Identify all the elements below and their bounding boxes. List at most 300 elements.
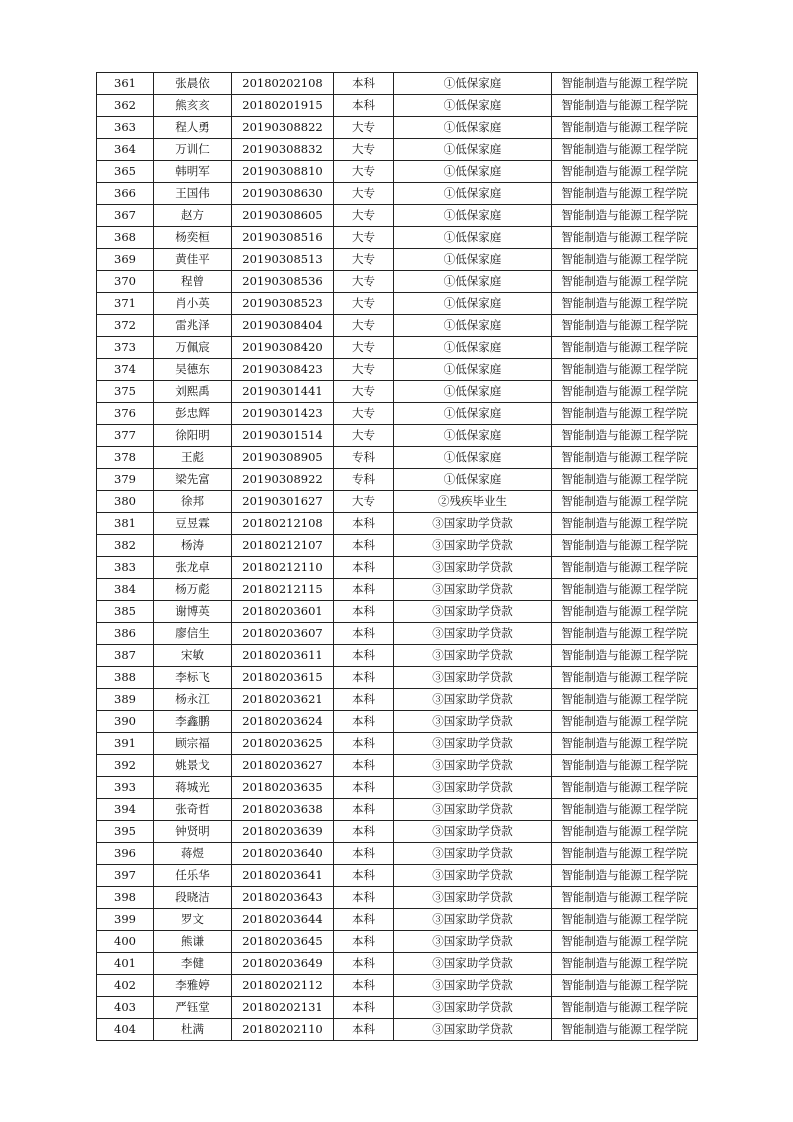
table-row (97, 755, 698, 777)
student-roster-table (96, 72, 698, 1041)
aid-category-cell: ③国家助学贷款 (394, 535, 552, 557)
aid-category-cell: ①低保家庭 (394, 359, 552, 381)
table-row (97, 711, 698, 733)
student-id-cell: 20180202108 (232, 73, 334, 95)
student-id-cell: 20180203635 (232, 777, 334, 799)
row-number-cell: 399 (97, 909, 154, 931)
row-number-cell: 394 (97, 799, 154, 821)
education-level-cell: 本科 (334, 513, 394, 535)
college-name-cell: 智能制造与能源工程学院 (552, 491, 698, 513)
college-name-cell: 智能制造与能源工程学院 (552, 821, 698, 843)
student-name-cell: 杨永江 (154, 689, 232, 711)
education-level-cell: 大专 (334, 403, 394, 425)
college-name-cell: 智能制造与能源工程学院 (552, 799, 698, 821)
student-name-cell: 王国伟 (154, 183, 232, 205)
student-id-cell: 20180212108 (232, 513, 334, 535)
row-number-cell: 404 (97, 1019, 154, 1041)
student-id-cell: 20190308832 (232, 139, 334, 161)
table-row (97, 425, 698, 447)
aid-category-cell: ①低保家庭 (394, 381, 552, 403)
aid-category-cell: ③国家助学贷款 (394, 601, 552, 623)
row-number-cell: 402 (97, 975, 154, 997)
education-level-cell: 大专 (334, 139, 394, 161)
row-number-cell: 373 (97, 337, 154, 359)
college-name-cell: 智能制造与能源工程学院 (552, 887, 698, 909)
college-name-cell: 智能制造与能源工程学院 (552, 865, 698, 887)
aid-category-cell: ③国家助学贷款 (394, 755, 552, 777)
college-name-cell: 智能制造与能源工程学院 (552, 513, 698, 535)
student-name-cell: 李雅婷 (154, 975, 232, 997)
row-number-cell: 375 (97, 381, 154, 403)
student-id-cell: 20180203607 (232, 623, 334, 645)
college-name-cell: 智能制造与能源工程学院 (552, 183, 698, 205)
row-number-cell: 397 (97, 865, 154, 887)
table-row (97, 623, 698, 645)
student-id-cell: 20180203621 (232, 689, 334, 711)
student-name-cell: 赵方 (154, 205, 232, 227)
row-number-cell: 378 (97, 447, 154, 469)
table-row (97, 403, 698, 425)
table-row (97, 359, 698, 381)
education-level-cell: 大专 (334, 183, 394, 205)
education-level-cell: 本科 (334, 777, 394, 799)
education-level-cell: 大专 (334, 249, 394, 271)
student-name-cell: 雷兆泽 (154, 315, 232, 337)
table-row (97, 733, 698, 755)
aid-category-cell: ①低保家庭 (394, 315, 552, 337)
education-level-cell: 本科 (334, 733, 394, 755)
college-name-cell: 智能制造与能源工程学院 (552, 117, 698, 139)
aid-category-cell: ①低保家庭 (394, 183, 552, 205)
college-name-cell: 智能制造与能源工程学院 (552, 161, 698, 183)
aid-category-cell: ③国家助学贷款 (394, 887, 552, 909)
row-number-cell: 376 (97, 403, 154, 425)
table-row (97, 161, 698, 183)
student-id-cell: 20190308513 (232, 249, 334, 271)
aid-category-cell: ③国家助学贷款 (394, 579, 552, 601)
table-row (97, 557, 698, 579)
table-row (97, 271, 698, 293)
student-id-cell: 20190308404 (232, 315, 334, 337)
student-name-cell: 徐阳明 (154, 425, 232, 447)
aid-category-cell: ①低保家庭 (394, 95, 552, 117)
education-level-cell: 本科 (334, 821, 394, 843)
education-level-cell: 本科 (334, 887, 394, 909)
student-name-cell: 李标飞 (154, 667, 232, 689)
aid-category-cell: ③国家助学贷款 (394, 557, 552, 579)
aid-category-cell: ①低保家庭 (394, 447, 552, 469)
education-level-cell: 本科 (334, 1019, 394, 1041)
student-id-cell: 20190308630 (232, 183, 334, 205)
table-row (97, 381, 698, 403)
row-number-cell: 366 (97, 183, 154, 205)
student-id-cell: 20180203645 (232, 931, 334, 953)
student-name-cell: 韩明军 (154, 161, 232, 183)
student-name-cell: 熊谦 (154, 931, 232, 953)
row-number-cell: 367 (97, 205, 154, 227)
table-row (97, 183, 698, 205)
table-row (97, 227, 698, 249)
row-number-cell: 377 (97, 425, 154, 447)
student-name-cell: 李健 (154, 953, 232, 975)
student-id-cell: 20180203640 (232, 843, 334, 865)
table-row (97, 73, 698, 95)
college-name-cell: 智能制造与能源工程学院 (552, 623, 698, 645)
education-level-cell: 大专 (334, 117, 394, 139)
student-name-cell: 姚景戈 (154, 755, 232, 777)
aid-category-cell: ②残疾毕业生 (394, 491, 552, 513)
college-name-cell: 智能制造与能源工程学院 (552, 931, 698, 953)
college-name-cell: 智能制造与能源工程学院 (552, 469, 698, 491)
student-id-cell: 20180212115 (232, 579, 334, 601)
table-row (97, 117, 698, 139)
student-name-cell: 杨万彪 (154, 579, 232, 601)
table-row (97, 535, 698, 557)
college-name-cell: 智能制造与能源工程学院 (552, 73, 698, 95)
student-id-cell: 20180202131 (232, 997, 334, 1019)
row-number-cell: 368 (97, 227, 154, 249)
student-name-cell: 梁先富 (154, 469, 232, 491)
aid-category-cell: ③国家助学贷款 (394, 711, 552, 733)
student-id-cell: 20180203615 (232, 667, 334, 689)
education-level-cell: 本科 (334, 755, 394, 777)
college-name-cell: 智能制造与能源工程学院 (552, 909, 698, 931)
table-row (97, 777, 698, 799)
table-row (97, 579, 698, 601)
table-row (97, 975, 698, 997)
student-name-cell: 蒋城光 (154, 777, 232, 799)
student-name-cell: 杨奕桓 (154, 227, 232, 249)
aid-category-cell: ③国家助学贷款 (394, 733, 552, 755)
aid-category-cell: ①低保家庭 (394, 337, 552, 359)
aid-category-cell: ①低保家庭 (394, 161, 552, 183)
row-number-cell: 369 (97, 249, 154, 271)
student-name-cell: 王彪 (154, 447, 232, 469)
row-number-cell: 372 (97, 315, 154, 337)
education-level-cell: 本科 (334, 997, 394, 1019)
row-number-cell: 363 (97, 117, 154, 139)
aid-category-cell: ③国家助学贷款 (394, 975, 552, 997)
row-number-cell: 391 (97, 733, 154, 755)
education-level-cell: 本科 (334, 601, 394, 623)
row-number-cell: 380 (97, 491, 154, 513)
college-name-cell: 智能制造与能源工程学院 (552, 425, 698, 447)
student-id-cell: 20180202112 (232, 975, 334, 997)
education-level-cell: 大专 (334, 315, 394, 337)
student-id-cell: 20190308423 (232, 359, 334, 381)
college-name-cell: 智能制造与能源工程学院 (552, 447, 698, 469)
student-name-cell: 万训仁 (154, 139, 232, 161)
table-row (97, 469, 698, 491)
aid-category-cell: ①低保家庭 (394, 73, 552, 95)
row-number-cell: 393 (97, 777, 154, 799)
aid-category-cell: ③国家助学贷款 (394, 623, 552, 645)
student-name-cell: 杨涛 (154, 535, 232, 557)
aid-category-cell: ③国家助学贷款 (394, 777, 552, 799)
college-name-cell: 智能制造与能源工程学院 (552, 645, 698, 667)
aid-category-cell: ①低保家庭 (394, 469, 552, 491)
education-level-cell: 本科 (334, 645, 394, 667)
education-level-cell: 本科 (334, 909, 394, 931)
college-name-cell: 智能制造与能源工程学院 (552, 601, 698, 623)
student-id-cell: 20180203649 (232, 953, 334, 975)
student-id-cell: 20180201915 (232, 95, 334, 117)
row-number-cell: 386 (97, 623, 154, 645)
college-name-cell: 智能制造与能源工程学院 (552, 711, 698, 733)
row-number-cell: 371 (97, 293, 154, 315)
education-level-cell: 大专 (334, 271, 394, 293)
row-number-cell: 392 (97, 755, 154, 777)
row-number-cell: 370 (97, 271, 154, 293)
aid-category-cell: ③国家助学贷款 (394, 821, 552, 843)
student-name-cell: 肖小英 (154, 293, 232, 315)
college-name-cell: 智能制造与能源工程学院 (552, 381, 698, 403)
table-row (97, 337, 698, 359)
table-row (97, 447, 698, 469)
aid-category-cell: ③国家助学贷款 (394, 1019, 552, 1041)
student-id-cell: 20190308523 (232, 293, 334, 315)
college-name-cell: 智能制造与能源工程学院 (552, 293, 698, 315)
college-name-cell: 智能制造与能源工程学院 (552, 337, 698, 359)
college-name-cell: 智能制造与能源工程学院 (552, 1019, 698, 1041)
table-row (97, 821, 698, 843)
aid-category-cell: ③国家助学贷款 (394, 513, 552, 535)
college-name-cell: 智能制造与能源工程学院 (552, 139, 698, 161)
student-id-cell: 20180203611 (232, 645, 334, 667)
student-name-cell: 吴德东 (154, 359, 232, 381)
aid-category-cell: ①低保家庭 (394, 271, 552, 293)
aid-category-cell: ③国家助学贷款 (394, 645, 552, 667)
table-row (97, 1019, 698, 1041)
table-row (97, 293, 698, 315)
student-name-cell: 张晨依 (154, 73, 232, 95)
table-row (97, 95, 698, 117)
row-number-cell: 381 (97, 513, 154, 535)
college-name-cell: 智能制造与能源工程学院 (552, 975, 698, 997)
row-number-cell: 390 (97, 711, 154, 733)
roster-body (97, 73, 698, 1041)
student-id-cell: 20190308905 (232, 447, 334, 469)
student-id-cell: 20180203644 (232, 909, 334, 931)
student-name-cell: 张奇哲 (154, 799, 232, 821)
college-name-cell: 智能制造与能源工程学院 (552, 205, 698, 227)
table-row (97, 931, 698, 953)
row-number-cell: 383 (97, 557, 154, 579)
education-level-cell: 专科 (334, 447, 394, 469)
row-number-cell: 400 (97, 931, 154, 953)
aid-category-cell: ③国家助学贷款 (394, 997, 552, 1019)
education-level-cell: 本科 (334, 865, 394, 887)
education-level-cell: 本科 (334, 557, 394, 579)
aid-category-cell: ①低保家庭 (394, 139, 552, 161)
student-id-cell: 20190308822 (232, 117, 334, 139)
table-row (97, 491, 698, 513)
student-id-cell: 20190308922 (232, 469, 334, 491)
student-name-cell: 顾宗福 (154, 733, 232, 755)
education-level-cell: 本科 (334, 579, 394, 601)
row-number-cell: 385 (97, 601, 154, 623)
aid-category-cell: ①低保家庭 (394, 425, 552, 447)
student-name-cell: 彭忠辉 (154, 403, 232, 425)
aid-category-cell: ①低保家庭 (394, 293, 552, 315)
college-name-cell: 智能制造与能源工程学院 (552, 535, 698, 557)
student-id-cell: 20180203643 (232, 887, 334, 909)
aid-category-cell: ③国家助学贷款 (394, 865, 552, 887)
education-level-cell: 本科 (334, 711, 394, 733)
row-number-cell: 387 (97, 645, 154, 667)
student-id-cell: 20190308810 (232, 161, 334, 183)
row-number-cell: 384 (97, 579, 154, 601)
college-name-cell: 智能制造与能源工程学院 (552, 997, 698, 1019)
college-name-cell: 智能制造与能源工程学院 (552, 777, 698, 799)
education-level-cell: 本科 (334, 975, 394, 997)
college-name-cell: 智能制造与能源工程学院 (552, 227, 698, 249)
education-level-cell: 本科 (334, 667, 394, 689)
student-name-cell: 熊亥亥 (154, 95, 232, 117)
student-name-cell: 程人勇 (154, 117, 232, 139)
table-row (97, 315, 698, 337)
student-name-cell: 黄佳平 (154, 249, 232, 271)
row-number-cell: 365 (97, 161, 154, 183)
student-name-cell: 万佩宸 (154, 337, 232, 359)
college-name-cell: 智能制造与能源工程学院 (552, 953, 698, 975)
student-id-cell: 20190301423 (232, 403, 334, 425)
student-id-cell: 20180203624 (232, 711, 334, 733)
college-name-cell: 智能制造与能源工程学院 (552, 667, 698, 689)
table-row (97, 513, 698, 535)
student-id-cell: 20190308420 (232, 337, 334, 359)
table-row (97, 645, 698, 667)
aid-category-cell: ③国家助学贷款 (394, 909, 552, 931)
row-number-cell: 382 (97, 535, 154, 557)
student-name-cell: 段晓洁 (154, 887, 232, 909)
student-id-cell: 20180203625 (232, 733, 334, 755)
student-id-cell: 20180203601 (232, 601, 334, 623)
student-id-cell: 20180203627 (232, 755, 334, 777)
student-id-cell: 20190301514 (232, 425, 334, 447)
aid-category-cell: ③国家助学贷款 (394, 689, 552, 711)
row-number-cell: 401 (97, 953, 154, 975)
student-name-cell: 徐邦 (154, 491, 232, 513)
education-level-cell: 本科 (334, 535, 394, 557)
student-name-cell: 廖信生 (154, 623, 232, 645)
student-id-cell: 20180203639 (232, 821, 334, 843)
student-id-cell: 20180212110 (232, 557, 334, 579)
table-row (97, 909, 698, 931)
row-number-cell: 361 (97, 73, 154, 95)
aid-category-cell: ③国家助学贷款 (394, 799, 552, 821)
student-id-cell: 20180203638 (232, 799, 334, 821)
education-level-cell: 本科 (334, 843, 394, 865)
college-name-cell: 智能制造与能源工程学院 (552, 249, 698, 271)
education-level-cell: 本科 (334, 73, 394, 95)
student-id-cell: 20190308605 (232, 205, 334, 227)
education-level-cell: 本科 (334, 799, 394, 821)
student-name-cell: 钟贤明 (154, 821, 232, 843)
aid-category-cell: ③国家助学贷款 (394, 953, 552, 975)
row-number-cell: 395 (97, 821, 154, 843)
education-level-cell: 本科 (334, 623, 394, 645)
student-id-cell: 20180212107 (232, 535, 334, 557)
row-number-cell: 403 (97, 997, 154, 1019)
student-name-cell: 程曾 (154, 271, 232, 293)
college-name-cell: 智能制造与能源工程学院 (552, 95, 698, 117)
education-level-cell: 大专 (334, 205, 394, 227)
education-level-cell: 专科 (334, 469, 394, 491)
aid-category-cell: ①低保家庭 (394, 249, 552, 271)
student-name-cell: 张龙卓 (154, 557, 232, 579)
row-number-cell: 364 (97, 139, 154, 161)
aid-category-cell: ③国家助学贷款 (394, 931, 552, 953)
row-number-cell: 374 (97, 359, 154, 381)
student-id-cell: 20190301441 (232, 381, 334, 403)
student-id-cell: 20190301627 (232, 491, 334, 513)
row-number-cell: 396 (97, 843, 154, 865)
college-name-cell: 智能制造与能源工程学院 (552, 315, 698, 337)
student-name-cell: 罗文 (154, 909, 232, 931)
student-name-cell: 任乐华 (154, 865, 232, 887)
education-level-cell: 大专 (334, 359, 394, 381)
table-row (97, 953, 698, 975)
education-level-cell: 大专 (334, 293, 394, 315)
table-row (97, 887, 698, 909)
aid-category-cell: ①低保家庭 (394, 227, 552, 249)
education-level-cell: 大专 (334, 425, 394, 447)
student-name-cell: 刘熙禹 (154, 381, 232, 403)
table-row (97, 865, 698, 887)
college-name-cell: 智能制造与能源工程学院 (552, 359, 698, 381)
student-id-cell: 20180202110 (232, 1019, 334, 1041)
student-name-cell: 蒋煜 (154, 843, 232, 865)
table-row (97, 249, 698, 271)
aid-category-cell: ①低保家庭 (394, 205, 552, 227)
college-name-cell: 智能制造与能源工程学院 (552, 579, 698, 601)
education-level-cell: 本科 (334, 953, 394, 975)
education-level-cell: 本科 (334, 689, 394, 711)
student-name-cell: 豆昱霖 (154, 513, 232, 535)
table-row (97, 799, 698, 821)
student-name-cell: 严钰堂 (154, 997, 232, 1019)
aid-category-cell: ③国家助学贷款 (394, 667, 552, 689)
table-row (97, 689, 698, 711)
college-name-cell: 智能制造与能源工程学院 (552, 733, 698, 755)
education-level-cell: 大专 (334, 161, 394, 183)
student-id-cell: 20190308516 (232, 227, 334, 249)
row-number-cell: 398 (97, 887, 154, 909)
student-name-cell: 宋敏 (154, 645, 232, 667)
student-name-cell: 杜满 (154, 1019, 232, 1041)
row-number-cell: 362 (97, 95, 154, 117)
college-name-cell: 智能制造与能源工程学院 (552, 271, 698, 293)
college-name-cell: 智能制造与能源工程学院 (552, 557, 698, 579)
table-row (97, 997, 698, 1019)
row-number-cell: 379 (97, 469, 154, 491)
education-level-cell: 大专 (334, 381, 394, 403)
table-row (97, 667, 698, 689)
education-level-cell: 本科 (334, 931, 394, 953)
college-name-cell: 智能制造与能源工程学院 (552, 403, 698, 425)
college-name-cell: 智能制造与能源工程学院 (552, 843, 698, 865)
row-number-cell: 389 (97, 689, 154, 711)
table-row (97, 205, 698, 227)
aid-category-cell: ①低保家庭 (394, 403, 552, 425)
student-name-cell: 李鑫鹏 (154, 711, 232, 733)
student-id-cell: 20180203641 (232, 865, 334, 887)
table-row (97, 139, 698, 161)
row-number-cell: 388 (97, 667, 154, 689)
education-level-cell: 大专 (334, 227, 394, 249)
aid-category-cell: ③国家助学贷款 (394, 843, 552, 865)
